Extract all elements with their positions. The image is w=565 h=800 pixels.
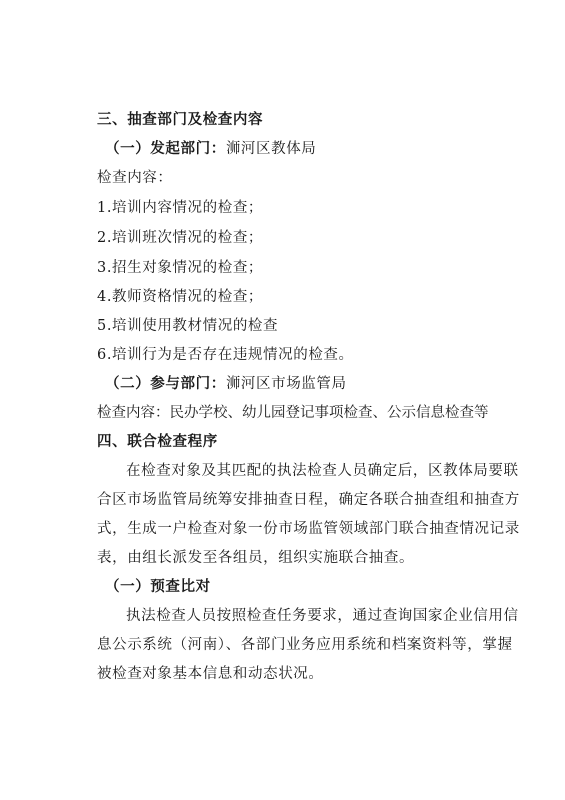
paragraph-line: 表，由组长派发至各组员，组织实施联合抽查。 [97,550,415,566]
dept2-content: 检查内容：民办学校、幼儿园登记事项检查、公示信息检查等 [97,405,489,421]
paragraph-line: 在检查对象及其匹配的执法检查人员确定后，区教体局要联 [126,463,519,479]
check-item: 4.教师资格情况的检查； [97,289,264,305]
paragraph-line: 合区市场监管局统筹安排抽查日程，确定各联合抽查组和抽查方 [97,492,520,508]
paragraph-line: 被检查对象基本信息和动态状况。 [97,666,324,682]
section-3-heading: 三、抽查部门及检查内容 [97,112,264,128]
paragraph-line: 息公示系统（河南）、各部门业务应用系统和档案资料等，掌握 [97,637,513,653]
dept2-name: 浉河区市场监管局 [225,376,347,392]
dept1-name: 浉河区教体局 [225,141,317,157]
dept1-label: （一）发起部门： [105,141,226,157]
dept2-line [105,374,347,394]
check-item: 5.培训使用教材情况的检查 [97,318,279,334]
check-item: 6.培训行为是否存在违规情况的检查。 [97,347,354,363]
check-item: 1.培训内容情况的检查； [97,200,264,216]
check-item: 2.培训班次情况的检查； [97,230,264,246]
dept1-line [105,139,316,159]
content-label: 检查内容： [97,170,173,186]
subsection-heading: （一）预查比对 [105,579,211,595]
check-item: 3.招生对象情况的检查； [97,260,264,276]
section-4-heading: 四、联合检查程序 [97,434,218,450]
paragraph-line: 执法检查人员按照检查任务要求，通过查询国家企业信用信 [126,608,519,624]
dept2-label: （二）参与部门： [105,376,226,392]
paragraph-line: 式，生成一户检查对象一份市场监管领域部门联合抽查情况记录 [97,521,520,537]
